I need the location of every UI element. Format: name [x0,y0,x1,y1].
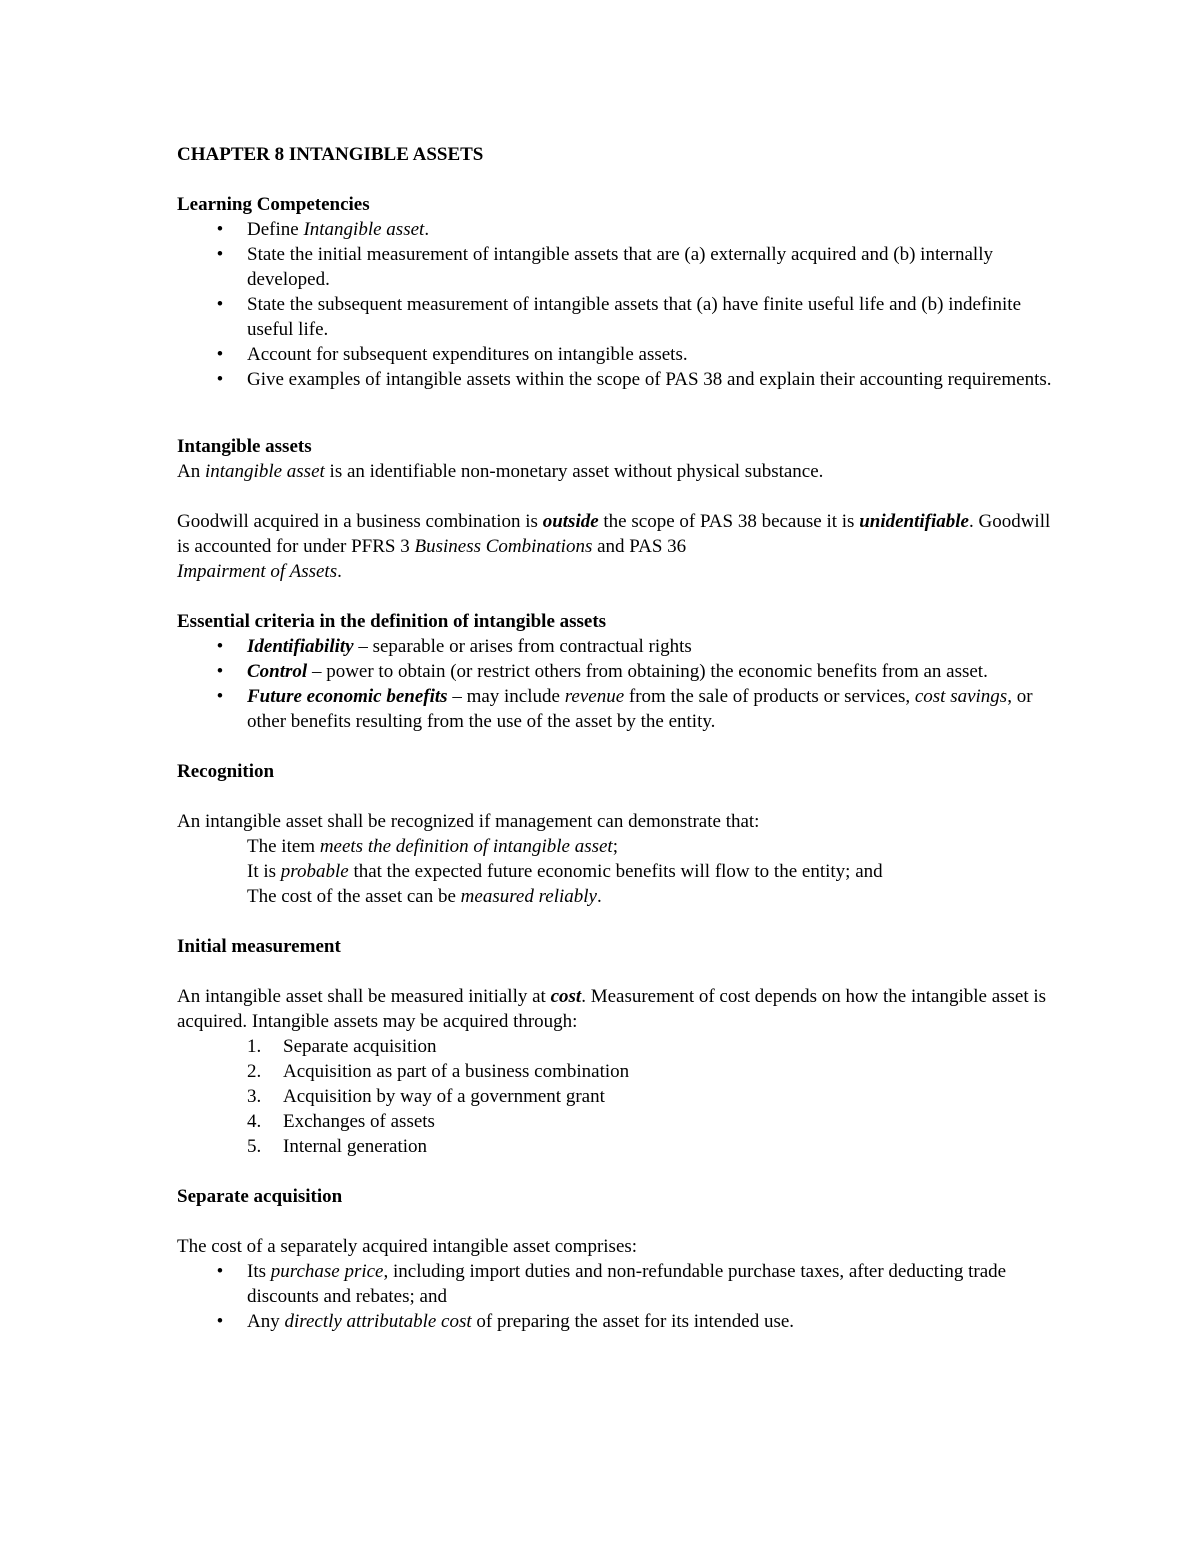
list-item: • State the initial measurement of intangible assets that are (a) externally acquired and (b) internally developed. [177,242,1057,292]
bullet-icon: • [216,636,224,657]
list-item: 5. Internal generation [247,1136,428,1157]
competencies-heading: Learning Competencies [177,194,370,215]
recognition-heading: Recognition [177,761,275,782]
list-item: 1. Separate acquisition [247,1036,437,1057]
bullet-icon: • [216,294,224,315]
initial-measurement-heading: Initial measurement [177,936,341,957]
bullet-icon: • [216,686,224,707]
bullet-icon: • [216,1261,224,1282]
bullet-icon: • [216,661,224,682]
bullet-icon: • [216,219,224,240]
criteria-list [177,634,1057,734]
chapter-title: CHAPTER 8 INTANGIBLE ASSETS [177,144,484,165]
recognition-line: The item meets the definition of intangible asset; [247,836,618,857]
intangible-heading: Intangible assets [177,436,312,457]
document-page [177,142,1057,1334]
competencies-list [177,217,1057,392]
list-item: • Any directly attributable cost of preparing the asset for its intended use. [177,1309,1057,1334]
acquisition-list [177,1034,1057,1159]
recognition-intro: An intangible asset shall be recognized if management can demonstrate that: [177,811,760,832]
bullet-icon: • [216,344,224,365]
list-item: 4. Exchanges of assets [247,1111,435,1132]
goodwill-paragraph: Goodwill acquired in a business combination is outside the scope of PAS 38 because it is unidentifiable. Goodwill is accounted for under PFRS 3 Business Combinations and PAS 36 Impairment of Assets. [177,511,1051,582]
list-item: • Define Intangible asset. [177,217,1057,242]
list-item: 3. Acquisition by way of a government grant [247,1086,605,1107]
recognition-line: The cost of the asset can be measured reliably. [247,886,602,907]
list-item: • Identifiability – separable or arises from contractual rights [177,634,1057,659]
list-item: • Give examples of intangible assets within the scope of PAS 38 and explain their accounting requirements. [177,367,1057,392]
initial-measurement-paragraph: An intangible asset shall be measured initially at cost. Measurement of cost depends on how the intangible asset is acquired. Intangible assets may be acquired through: [177,986,1047,1032]
list-item: • Control – power to obtain (or restrict others from obtaining) the economic benefits from an asset. [177,659,1057,684]
bullet-icon: • [216,244,224,265]
separate-acquisition-list [177,1259,1057,1334]
list-item: • Future economic benefits – may include revenue from the sale of products or services, cost savings, or other benefits resulting from the use of the asset by the entity. [177,684,1057,734]
separate-acquisition-heading: Separate acquisition [177,1186,343,1207]
bullet-icon: • [216,369,224,390]
intangible-definition: An intangible asset is an identifiable non-monetary asset without physical substance. [177,461,824,482]
bullet-icon: • [216,1311,224,1332]
list-item: • State the subsequent measurement of intangible assets that (a) have finite useful life and (b) indefinite useful life. [177,292,1057,342]
list-item: • Its purchase price, including import duties and non-refundable purchase taxes, after deducting trade discounts and rebates; and [177,1259,1057,1309]
criteria-heading: Essential criteria in the definition of intangible assets [177,611,607,632]
list-item: 2. Acquisition as part of a business combination [247,1061,630,1082]
recognition-line: It is probable that the expected future economic benefits will flow to the entity; and [247,861,883,882]
list-item: • Account for subsequent expenditures on intangible assets. [177,342,1057,367]
separate-acquisition-intro: The cost of a separately acquired intangible asset comprises: [177,1236,638,1257]
